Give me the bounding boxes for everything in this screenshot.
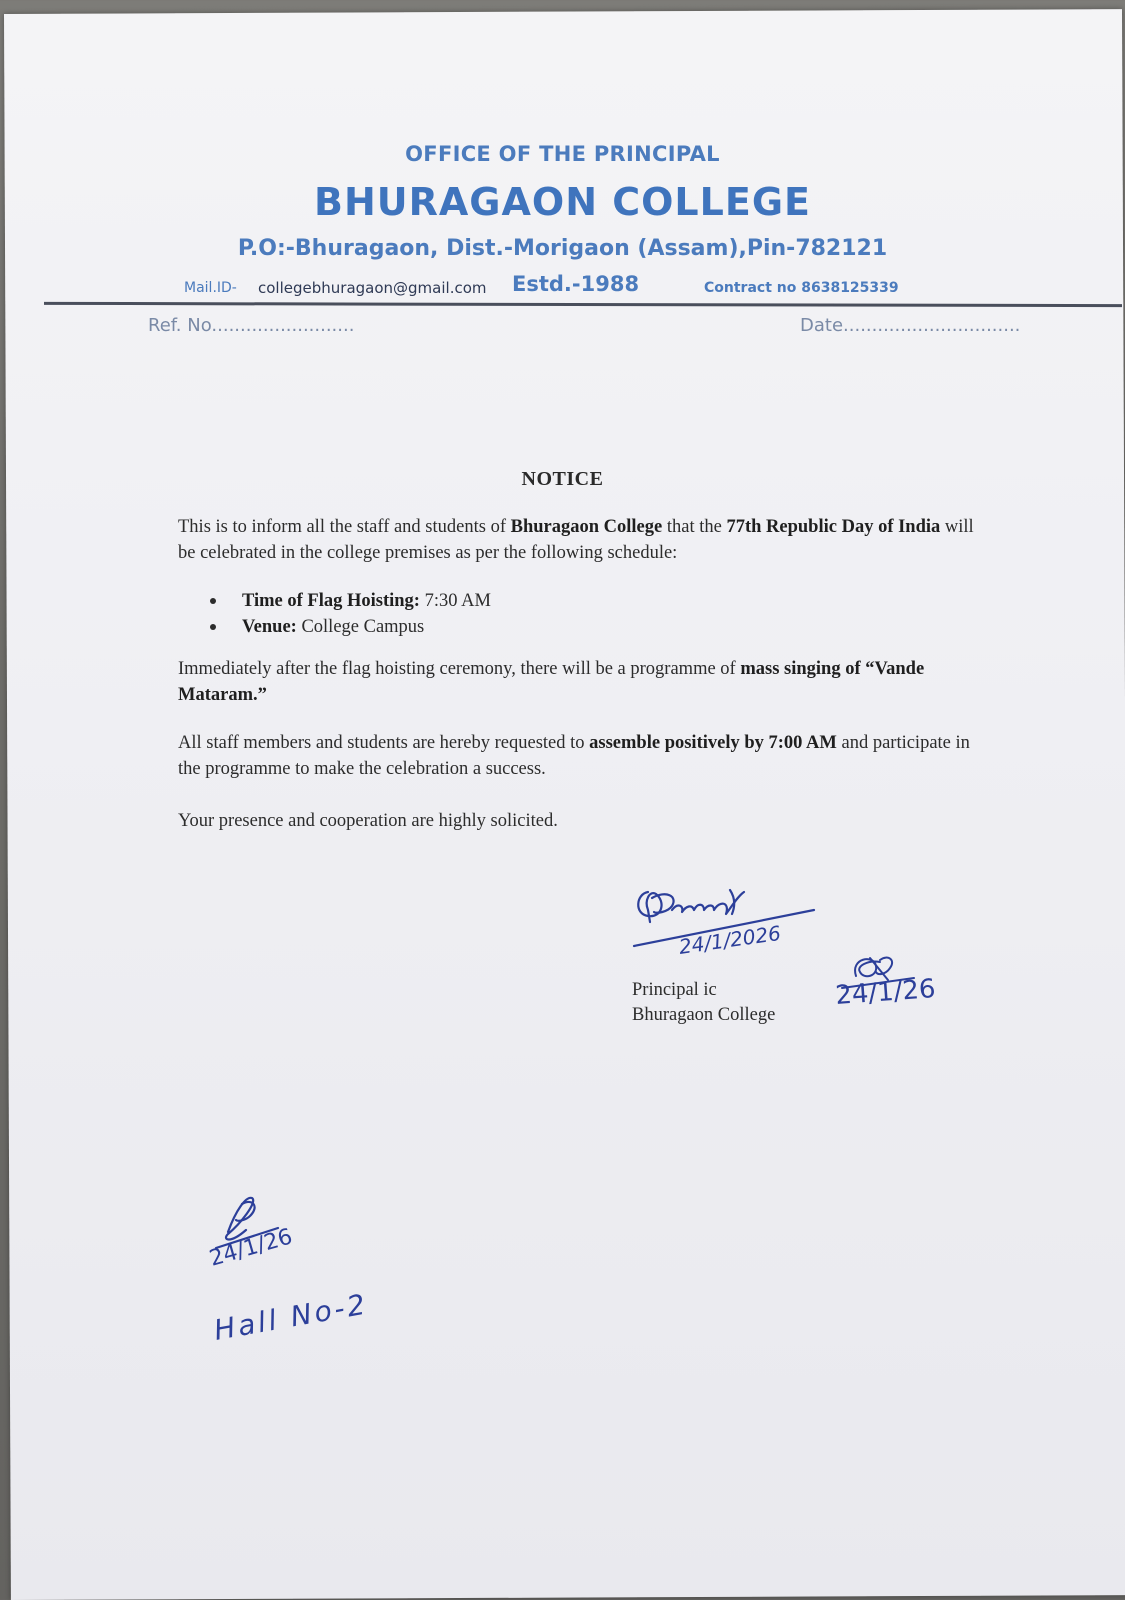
ref-no-field: Ref. No......................... [148, 315, 355, 336]
signature-block [632, 978, 775, 1028]
notice-title: NOTICE [521, 468, 604, 490]
bullet-icon [210, 624, 216, 630]
college-name: BHURAGAON COLLEGE [314, 180, 811, 224]
receipt-initials [206, 1190, 466, 1360]
principal-signature [626, 880, 826, 970]
bullet-icon [210, 598, 216, 604]
schedule-list [200, 588, 1000, 640]
receipt-date: 24/1/26 [206, 1224, 296, 1272]
signatory-institution: Bhuragaon College [632, 1005, 776, 1025]
mail-label: Mail.ID- [184, 280, 237, 296]
hall-note: Hall No-2 [211, 1287, 371, 1347]
college-address: P.O:-Bhuragaon, Dist.-Morigaon (Assam),Pin-782121 [237, 236, 888, 261]
notice-paragraph-closing: Your presence and cooperation are highly solicited. [178, 811, 558, 831]
date-field: Date............................... [800, 315, 1021, 336]
contact-row [184, 272, 904, 302]
notice-paragraph-programme: Immediately after the flag hoisting ceremony, there will be a programme of mass singing of “Vande Mataram.” [178, 659, 925, 705]
signatory-designation: Principal ic [632, 980, 717, 1000]
list-item: Venue: College Campus [200, 614, 1000, 640]
principal-signature-date: 24/1/2026 [677, 920, 783, 959]
list-item: Time of Flag Hoisting: 7:30 AM [200, 588, 1000, 614]
notice-paragraph-intro: This is to inform all the staff and students of Bhuragaon College that the 77th Republic Day of India will be celebrated in the college premises as per the following schedule: [178, 517, 974, 563]
contact-number: Contract no 8638125339 [704, 280, 899, 296]
office-heading: OFFICE OF THE PRINCIPAL [405, 142, 720, 166]
countersignature-date: 24/1/26 [834, 974, 937, 1011]
mail-address: collegebhuragaon@gmail.com [258, 279, 487, 297]
notice-paragraph-assembly: All staff members and students are hereby requested to assemble positively by 7:00 AM and participate in the programme to make the celebration a success. [178, 733, 970, 779]
countersignature [836, 950, 966, 1020]
established-year: Estd.-1988 [512, 272, 640, 296]
